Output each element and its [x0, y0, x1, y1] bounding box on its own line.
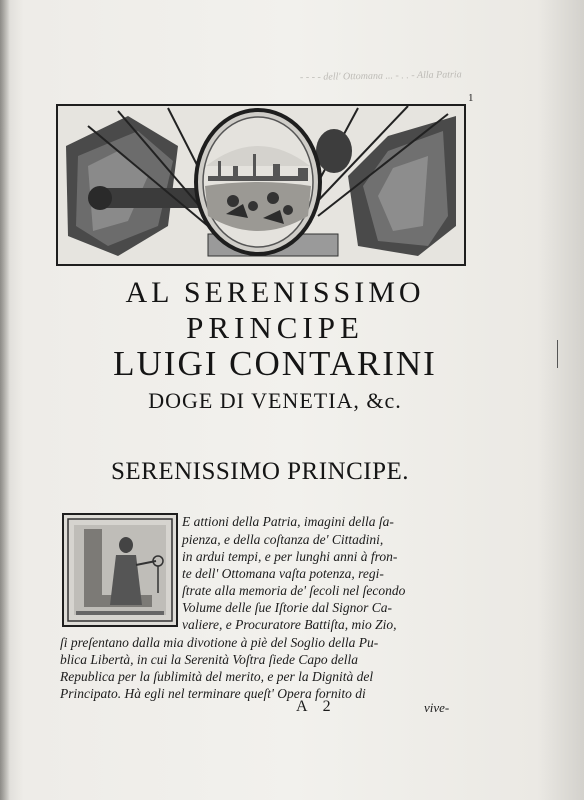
dedication-line-2: PRINCIPE	[186, 310, 364, 345]
dedication-title: DOGE DI VENETIA, &c.	[148, 388, 402, 413]
salutation-heading: SERENISSIMO PRINCIPE.	[110, 458, 410, 485]
dedication-name: LUIGI CONTARINI	[113, 344, 437, 383]
body-line: valiere, e Procuratore Battiſta, mio Zio,	[182, 617, 397, 632]
initial-l-engraving	[64, 515, 176, 625]
signature-mark: A 2	[296, 698, 337, 715]
engraved-headpiece	[56, 104, 466, 266]
body-line: ſtrate alla memoria de' ſecoli nel ſecondo	[182, 583, 406, 598]
body-line: Principato. Hà egli nel terminare queſt' Opera fornito di	[60, 686, 366, 701]
show-through-text: - - - - dell' Ottomana ... - . . - Alla Patria	[299, 69, 462, 84]
body-line: pienza, e della coſtanza de' Cittadini,	[182, 532, 384, 547]
body-line: Volume delle ſue Iſtorie dal Signor Ca-	[182, 600, 392, 615]
trophy-of-arms-engraving	[58, 106, 464, 264]
body-line: ſi preſentano dalla mia divotione à piè del Soglio della Pu-	[60, 635, 379, 650]
margin-mark: 1	[468, 92, 474, 104]
decorated-initial	[62, 513, 178, 627]
body-line: E attioni della Patria, imagini della ſa-	[182, 514, 394, 529]
body-line: te dell' Ottomana vaſta potenza, regi-	[182, 566, 384, 581]
catchword: vive-	[424, 700, 450, 715]
margin-rule	[557, 340, 558, 368]
body-line: in ardui tempi, e per lunghi anni à fron-	[182, 549, 398, 564]
dedication-line-1: AL SERENISSIMO	[125, 276, 425, 309]
body-line: Republica per la ſublimità del merito, e per la Dignità del	[60, 669, 374, 684]
body-line: blica Libertà, in cui la Serenità Voſtra ſiede Capo della	[60, 652, 358, 667]
